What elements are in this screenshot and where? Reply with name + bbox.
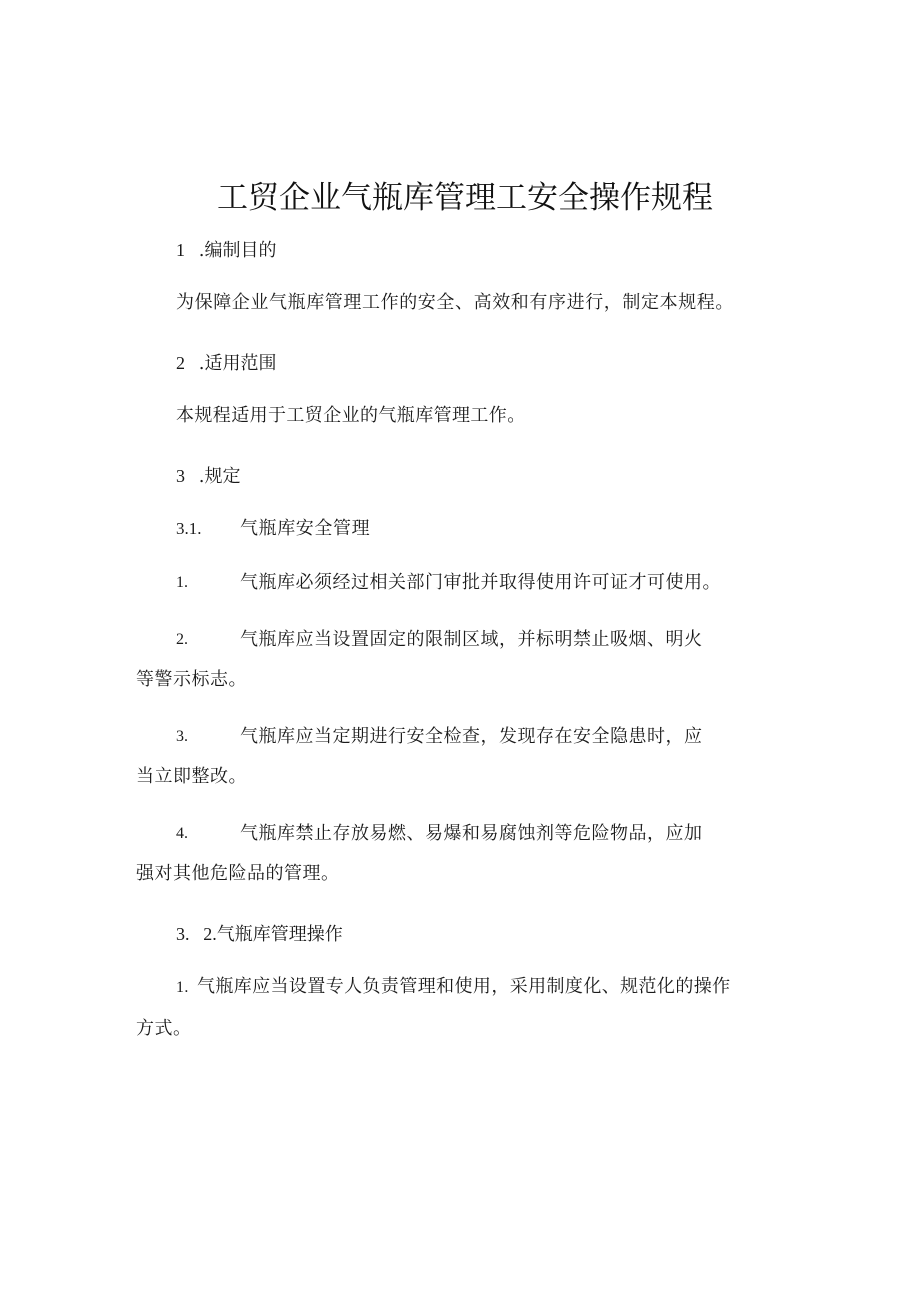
list-item-text: 气瓶库应当定期进行安全检查，发现存在安全隐患时，应 xyxy=(240,726,703,747)
section-2-paragraph: 本规程适用于工贸企业的气瓶库管理工作。 xyxy=(176,405,526,426)
list-item-line: 气瓶库应当设置专人负责管理和使用，采用制度化、规范化的操作 xyxy=(196,976,731,997)
list-item-text xyxy=(176,974,731,1001)
subsection-number: 3.1. xyxy=(176,519,202,538)
list-item-number: 4. xyxy=(176,825,188,842)
subsection-number-part: 2. xyxy=(203,924,217,944)
list-item-text: 气瓶库必须经过相关部门审批并取得使用许可证才可使用。 xyxy=(240,572,721,593)
subsection-number-part: 3. xyxy=(176,924,190,944)
list-item-text: 气瓶库禁止存放易燃、易爆和易腐蚀剂等危险物品，应加 xyxy=(240,823,703,844)
list-item-number: 2. xyxy=(176,631,188,648)
section-1-paragraph: 为保障企业气瓶库管理工作的安全、高效和有序进行，制定本规程。 xyxy=(176,292,734,313)
section-number: 2 xyxy=(176,353,185,373)
list-item-text: 气瓶库应当设置固定的限制区域，并标明禁止吸烟、明火 xyxy=(240,629,703,650)
subsection-3-2-heading xyxy=(176,921,343,948)
list-item-continuation: 强对其他危险品的管理。 xyxy=(136,863,340,884)
list-item-number: 1. xyxy=(176,574,188,591)
list-item-number: 1. xyxy=(176,979,189,996)
section-number: 3 xyxy=(176,466,185,486)
list-item-continuation: 等警示标志。 xyxy=(136,669,247,690)
section-2-heading xyxy=(176,350,276,377)
subsection-3-1-heading xyxy=(176,516,202,542)
section-1-heading xyxy=(176,237,276,264)
subsection-title: 气瓶库安全管理 xyxy=(240,518,371,539)
section-title: .编制目的 xyxy=(198,240,277,261)
list-item-continuation: 方式。 xyxy=(136,1018,192,1039)
section-number: 1 xyxy=(176,240,185,260)
document-title: 工贸企业气瓶库管理工安全操作规程 xyxy=(217,180,713,216)
section-title: .规定 xyxy=(198,466,241,487)
subsection-title: 气瓶库管理操作 xyxy=(216,924,343,945)
list-item-number: 3. xyxy=(176,728,188,745)
section-3-heading xyxy=(176,463,240,490)
section-title: .适用范围 xyxy=(198,353,277,374)
list-item-continuation: 当立即整改。 xyxy=(136,766,247,787)
